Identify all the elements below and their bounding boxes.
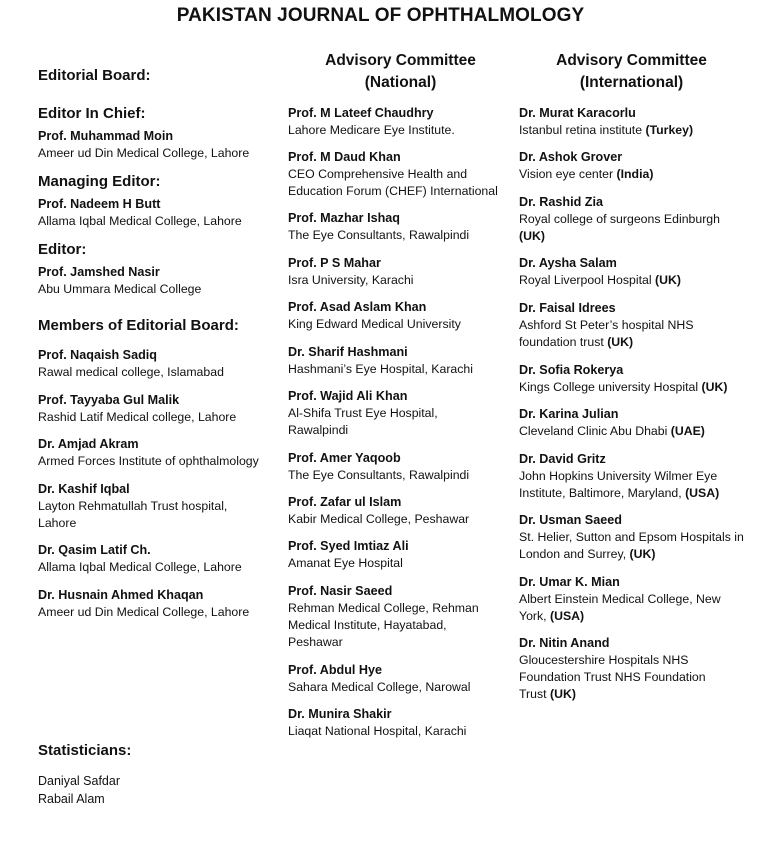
person-name: Prof. Nadeem H Butt <box>38 197 161 211</box>
affiliation-text: Albert Einstein Medical College, New York, <box>519 592 721 623</box>
national-member <box>288 450 513 484</box>
person-name: Dr. Umar K. Mian <box>519 575 620 589</box>
person-name: Dr. Sharif Hashmani <box>288 345 408 359</box>
affiliation-text: Royal Liverpool Hospital <box>519 273 656 287</box>
affiliation-text: Istanbul retina institute <box>519 123 646 137</box>
country-label: (UK) <box>519 229 545 243</box>
managing-editor-entry <box>38 196 278 230</box>
country-label: (UK) <box>607 335 634 349</box>
member-entry <box>38 347 278 381</box>
affiliation-text: Ashford St Peter’s hospital NHS foundation trust <box>519 318 694 349</box>
national-member <box>288 388 478 439</box>
person-affiliation: Ameer ud Din Medical College, Lahore <box>38 605 250 619</box>
statistician-name: Rabail Alam <box>38 792 105 806</box>
person-affiliation <box>519 318 694 349</box>
member-entry <box>38 436 278 470</box>
person-name: Dr. Nitin Anand <box>519 636 610 650</box>
international-heading <box>519 50 744 94</box>
person-affiliation: King Edward Medical University <box>288 317 461 331</box>
person-name: Prof. Tayyaba Gul Malik <box>38 393 180 407</box>
country-label: (USA) <box>685 486 720 500</box>
heading-line: (National) <box>364 74 437 91</box>
national-member <box>288 105 513 139</box>
person-name: Dr. Ashok Grover <box>519 150 623 164</box>
national-member <box>288 662 513 696</box>
person-name: Prof. Naqaish Sadiq <box>38 348 157 362</box>
international-member <box>519 194 744 245</box>
affiliation-text: John Hopkins University Wilmer Eye Institute, Baltimore, Maryland, <box>519 469 718 500</box>
editor-label: Editor: <box>38 241 87 258</box>
person-affiliation: Hashmani’s Eye Hospital, Karachi <box>288 362 473 376</box>
international-member <box>519 512 744 563</box>
member-entry <box>38 587 278 621</box>
person-affiliation: The Eye Consultants, Rawalpindi <box>288 468 470 482</box>
national-member <box>288 706 513 740</box>
member-entry <box>38 481 253 532</box>
person-name: Prof. Muhammad Moin <box>38 129 174 143</box>
national-member <box>288 149 513 200</box>
country-label: (India) <box>616 167 654 181</box>
person-affiliation <box>519 123 693 137</box>
member-entry <box>38 542 278 576</box>
person-affiliation <box>519 380 727 394</box>
person-affiliation: Allama Iqbal Medical College, Lahore <box>38 214 242 228</box>
person-affiliation: Al-Shifa Trust Eye Hospital, Rawalpindi <box>288 406 438 437</box>
person-affiliation: Armed Forces Institute of ophthalmology <box>38 454 259 468</box>
managing-editor-label: Managing Editor: <box>38 173 161 190</box>
person-name: Dr. Karina Julian <box>519 407 619 421</box>
person-affiliation <box>519 424 705 438</box>
person-name: Prof. M Lateef Chaudhry <box>288 106 434 120</box>
person-affiliation: Rashid Latif Medical college, Lahore <box>38 410 237 424</box>
international-member <box>519 149 744 183</box>
person-affiliation: Isra University, Karachi <box>288 273 414 287</box>
person-affiliation: Allama Iqbal Medical College, Lahore <box>38 560 242 574</box>
person-affiliation: Rawal medical college, Islamabad <box>38 365 224 379</box>
person-affiliation: Rehman Medical College, Rehman Medical Institute, Hayatabad, Peshawar <box>288 601 479 649</box>
person-affiliation: Abu Ummara Medical College <box>38 282 202 296</box>
affiliation-text: St. Helier, Sutton and Epsom Hospitals in London and Surrey, <box>519 530 744 561</box>
person-name: Dr. Munira Shakir <box>288 707 392 721</box>
country-label: (UAE) <box>670 424 705 438</box>
country-label: (UK) <box>549 687 576 701</box>
person-name: Dr. Murat Karacorlu <box>519 106 636 120</box>
international-member <box>519 362 744 396</box>
person-affiliation: Liaqat National Hospital, Karachi <box>288 724 467 738</box>
national-member <box>288 344 513 378</box>
person-name: Prof. Zafar ul Islam <box>288 495 402 509</box>
country-label: (USA) <box>550 609 585 623</box>
heading-line: Advisory Committee <box>556 52 707 69</box>
person-name: Dr. David Gritz <box>519 452 606 466</box>
affiliation-text: Cleveland Clinic Abu Dhabi <box>519 424 671 438</box>
person-affiliation <box>519 212 720 243</box>
person-name: Prof. Amer Yaqoob <box>288 451 401 465</box>
person-name: Prof. Jamshed Nasir <box>38 265 160 279</box>
person-affiliation <box>519 653 706 701</box>
international-member <box>519 255 744 289</box>
person-affiliation <box>519 167 653 181</box>
country-label: (UK) <box>629 547 656 561</box>
national-member <box>288 583 493 651</box>
person-name: Prof. Syed Imtiaz Ali <box>288 539 409 553</box>
international-member <box>519 406 744 440</box>
person-affiliation: Lahore Medicare Eye Institute. <box>288 123 455 137</box>
national-heading <box>288 50 513 94</box>
person-name: Prof. Nasir Saeed <box>288 584 393 598</box>
international-member <box>519 300 729 351</box>
affiliation-text: Gloucestershire Hospitals NHS Foundation Trust NHS Foundation Trust <box>519 653 706 701</box>
person-name: Dr. Amjad Akram <box>38 437 139 451</box>
editor-in-chief-entry <box>38 128 278 162</box>
international-member <box>519 635 729 703</box>
person-affiliation <box>519 273 681 287</box>
journal-title: PAKISTAN JOURNAL OF OPHTHALMOLOGY <box>176 5 585 26</box>
editor-in-chief-label: Editor In Chief: <box>38 105 146 122</box>
person-affiliation <box>519 530 744 561</box>
person-affiliation: The Eye Consultants, Rawalpindi <box>288 228 470 242</box>
person-affiliation: Sahara Medical College, Narowal <box>288 680 471 694</box>
country-label: (UK) <box>655 273 681 287</box>
person-affiliation: Amanat Eye Hospital <box>288 556 403 570</box>
editor-entry <box>38 264 278 298</box>
national-member <box>288 255 513 289</box>
national-member <box>288 299 513 333</box>
person-name: Dr. Kashif Iqbal <box>38 482 130 496</box>
person-name: Prof. Wajid Ali Khan <box>288 389 408 403</box>
person-name: Prof. Abdul Hye <box>288 663 382 677</box>
statistician-name: Daniyal Safdar <box>38 774 120 788</box>
member-entry <box>38 392 278 426</box>
heading-line: Advisory Committee <box>325 52 476 69</box>
affiliation-text: Vision eye center <box>519 167 617 181</box>
person-name: Dr. Aysha Salam <box>519 256 617 270</box>
person-name: Prof. Asad Aslam Khan <box>288 300 427 314</box>
international-member <box>519 105 744 139</box>
national-member <box>288 210 513 244</box>
country-label: (UK) <box>701 380 728 394</box>
person-name: Dr. Usman Saeed <box>519 513 622 527</box>
national-member <box>288 494 513 528</box>
person-name: Dr. Faisal Idrees <box>519 301 616 315</box>
person-name: Dr. Sofia Rokerya <box>519 363 624 377</box>
person-affiliation <box>519 592 721 623</box>
person-affiliation: Ameer ud Din Medical College, Lahore <box>38 146 250 160</box>
international-member <box>519 451 744 502</box>
person-name: Dr. Qasim Latif Ch. <box>38 543 151 557</box>
editorial-board-heading: Editorial Board: <box>38 67 151 84</box>
person-affiliation <box>519 469 719 500</box>
country-label: (Turkey) <box>645 123 694 137</box>
person-affiliation: Layton Rehmatullah Trust hospital, Lahore <box>38 499 228 530</box>
person-name: Prof. Mazhar Ishaq <box>288 211 400 225</box>
heading-line: (International) <box>579 74 684 91</box>
person-affiliation: CEO Comprehensive Health and Education Forum (CHEF) International <box>288 167 498 198</box>
person-name: Dr. Husnain Ahmed Khaqan <box>38 588 204 602</box>
person-name: Prof. P S Mahar <box>288 256 381 270</box>
members-label: Members of Editorial Board: <box>38 317 239 334</box>
person-affiliation: Kabir Medical College, Peshawar <box>288 512 470 526</box>
international-member <box>519 574 744 625</box>
affiliation-text: Kings College university Hospital <box>519 380 702 394</box>
person-name: Prof. M Daud Khan <box>288 150 401 164</box>
statisticians-label: Statisticians: <box>38 742 132 759</box>
affiliation-text: Royal college of surgeons Edinburgh <box>519 212 720 226</box>
person-name: Dr. Rashid Zia <box>519 195 603 209</box>
national-member <box>288 538 513 572</box>
